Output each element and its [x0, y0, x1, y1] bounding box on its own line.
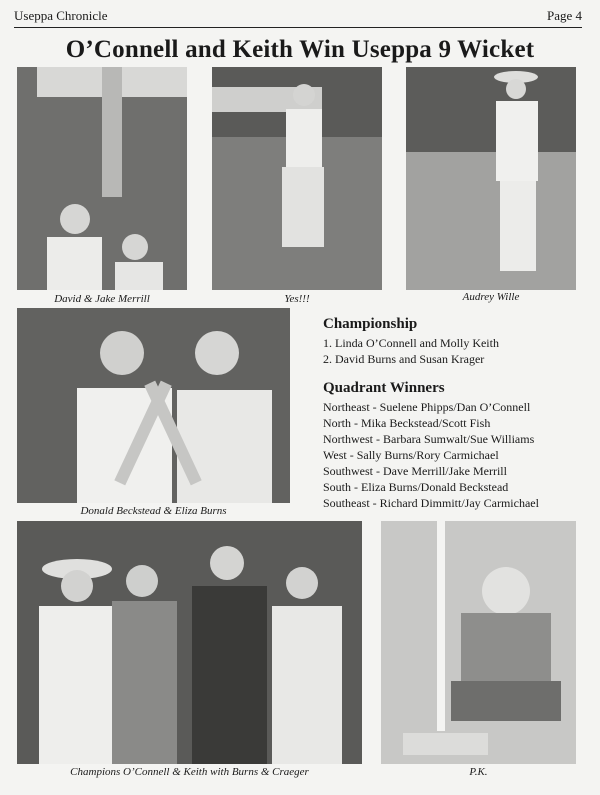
caption-yes: Yes!!! [284, 293, 310, 305]
headline: O’Connell and Keith Win Useppa 9 Wicket [65, 36, 535, 63]
quadrant-line: Northwest - Barbara Sumwalt/Sue Williams [323, 432, 535, 446]
photo-donald-eliza [17, 308, 290, 503]
quadrant-line: Southeast - Richard Dimmitt/Jay Carmichael [323, 496, 539, 510]
quadrant-line: North - Mika Beckstead/Scott Fish [323, 416, 491, 430]
caption-pk: P.K. [469, 766, 488, 778]
caption-audrey-wille: Audrey Wille [462, 291, 520, 303]
championship-line: 2. David Burns and Susan Krager [323, 352, 485, 366]
quadrant-line: Southwest - Dave Merrill/Jake Merrill [323, 464, 507, 478]
quadrant-line: South - Eliza Burns/Donald Beckstead [323, 480, 509, 494]
page-number: Page 4 [546, 8, 582, 23]
header-rule [14, 27, 582, 28]
photo-yes [212, 67, 382, 290]
caption-david-jake-merrill: David & Jake Merrill [54, 293, 150, 305]
photo-pk [381, 521, 576, 764]
photo-audrey-wille [406, 67, 576, 290]
photo-champions [17, 521, 362, 764]
caption-donald-eliza: Donald Beckstead & Eliza Burns [80, 505, 227, 517]
caption-champions: Champions O’Connell & Keith with Burns & Craeger [70, 766, 309, 778]
championship-heading: Championship [323, 316, 418, 332]
championship-line: 1. Linda O’Connell and Molly Keith [323, 336, 499, 350]
photo-david-jake-merrill [17, 67, 187, 290]
quadrant-heading: Quadrant Winners [323, 380, 445, 396]
quadrant-line: Northeast - Suelene Phipps/Dan O’Connell [323, 400, 531, 414]
quadrant-line: West - Sally Burns/Rory Carmichael [323, 448, 499, 462]
publication-name: Useppa Chronicle [14, 8, 108, 23]
